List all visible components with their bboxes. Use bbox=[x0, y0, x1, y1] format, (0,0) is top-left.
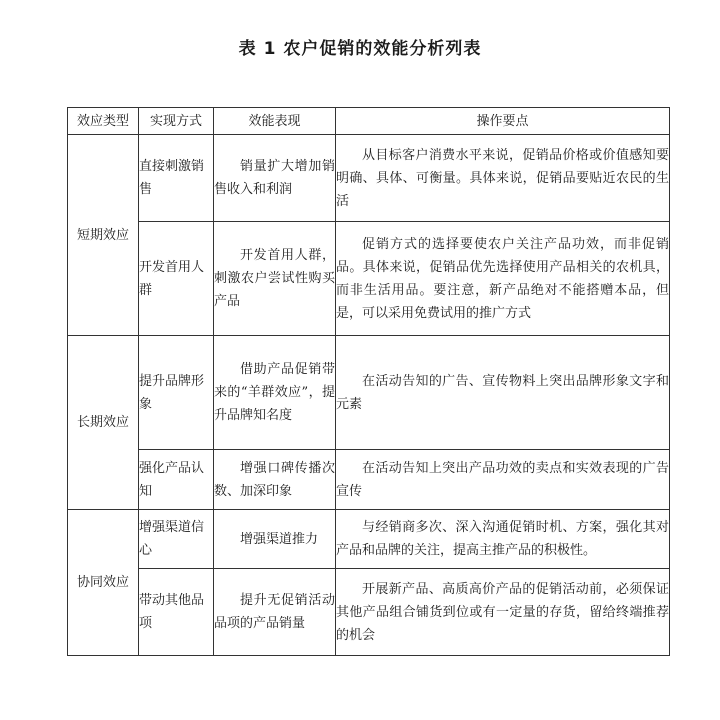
method-cell: 强化产品认知 bbox=[139, 450, 214, 510]
performance-cell: 销量扩大增加销售收入和利润 bbox=[214, 135, 336, 222]
table-row bbox=[68, 510, 670, 569]
table-title: 表 1 农户促销的效能分析列表 bbox=[238, 39, 482, 59]
key-points-cell: 开展新产品、高质高价产品的促销活动前，必须保证其他产品组合铺货到位或有一定量的存货，留给终端推荐的机会 bbox=[336, 569, 670, 656]
table-row bbox=[68, 569, 670, 656]
method-cell: 直接刺激销售 bbox=[139, 135, 214, 222]
table-row bbox=[68, 222, 670, 336]
table-header-row bbox=[68, 108, 670, 135]
key-points-cell: 促销方式的选择要使农户关注产品功效，而非促销品。具体来说，促销品优先选择使用产品相关的农机具，而非生活用品。要注意，新产品绝对不能搭赠本品，但是，可以采用免费试用的推广方式 bbox=[336, 222, 670, 336]
header-key-points: 操作要点 bbox=[336, 108, 670, 135]
header-method: 实现方式 bbox=[139, 108, 214, 135]
method-cell: 增强渠道信心 bbox=[139, 510, 214, 569]
key-points-cell: 在活动告知的广告、宣传物料上突出品牌形象文字和元素 bbox=[336, 336, 670, 450]
table-row bbox=[68, 336, 670, 450]
method-cell: 带动其他品项 bbox=[139, 569, 214, 656]
effect-type-cell: 长期效应 bbox=[68, 336, 139, 510]
key-points-cell: 从目标客户消费水平来说，促销品价格或价值感知要明确、具体、可衡量。具体来说，促销品要贴近农民的生活 bbox=[336, 135, 670, 222]
table-row bbox=[68, 450, 670, 510]
effect-type-cell: 短期效应 bbox=[68, 135, 139, 336]
header-effect-type: 效应类型 bbox=[68, 108, 139, 135]
performance-cell: 借助产品促销带来的“羊群效应”，提升品牌知名度 bbox=[214, 336, 336, 450]
performance-cell: 增强口碑传播次数、加深印象 bbox=[214, 450, 336, 510]
table-row bbox=[68, 135, 670, 222]
performance-cell: 开发首用人群，刺激农户尝试性购买产品 bbox=[214, 222, 336, 336]
performance-cell: 提升无促销活动品项的产品销量 bbox=[214, 569, 336, 656]
header-performance: 效能表现 bbox=[214, 108, 336, 135]
efficiency-table bbox=[67, 107, 670, 656]
method-cell: 开发首用人群 bbox=[139, 222, 214, 336]
key-points-cell: 在活动告知上突出产品功效的卖点和实效表现的广告宣传 bbox=[336, 450, 670, 510]
method-cell: 提升品牌形象 bbox=[139, 336, 214, 450]
effect-type-cell: 协同效应 bbox=[68, 510, 139, 656]
performance-cell: 增强渠道推力 bbox=[214, 510, 336, 569]
key-points-cell: 与经销商多次、深入沟通促销时机、方案，强化其对产品和品牌的关注，提高主推产品的积极性。 bbox=[336, 510, 670, 569]
